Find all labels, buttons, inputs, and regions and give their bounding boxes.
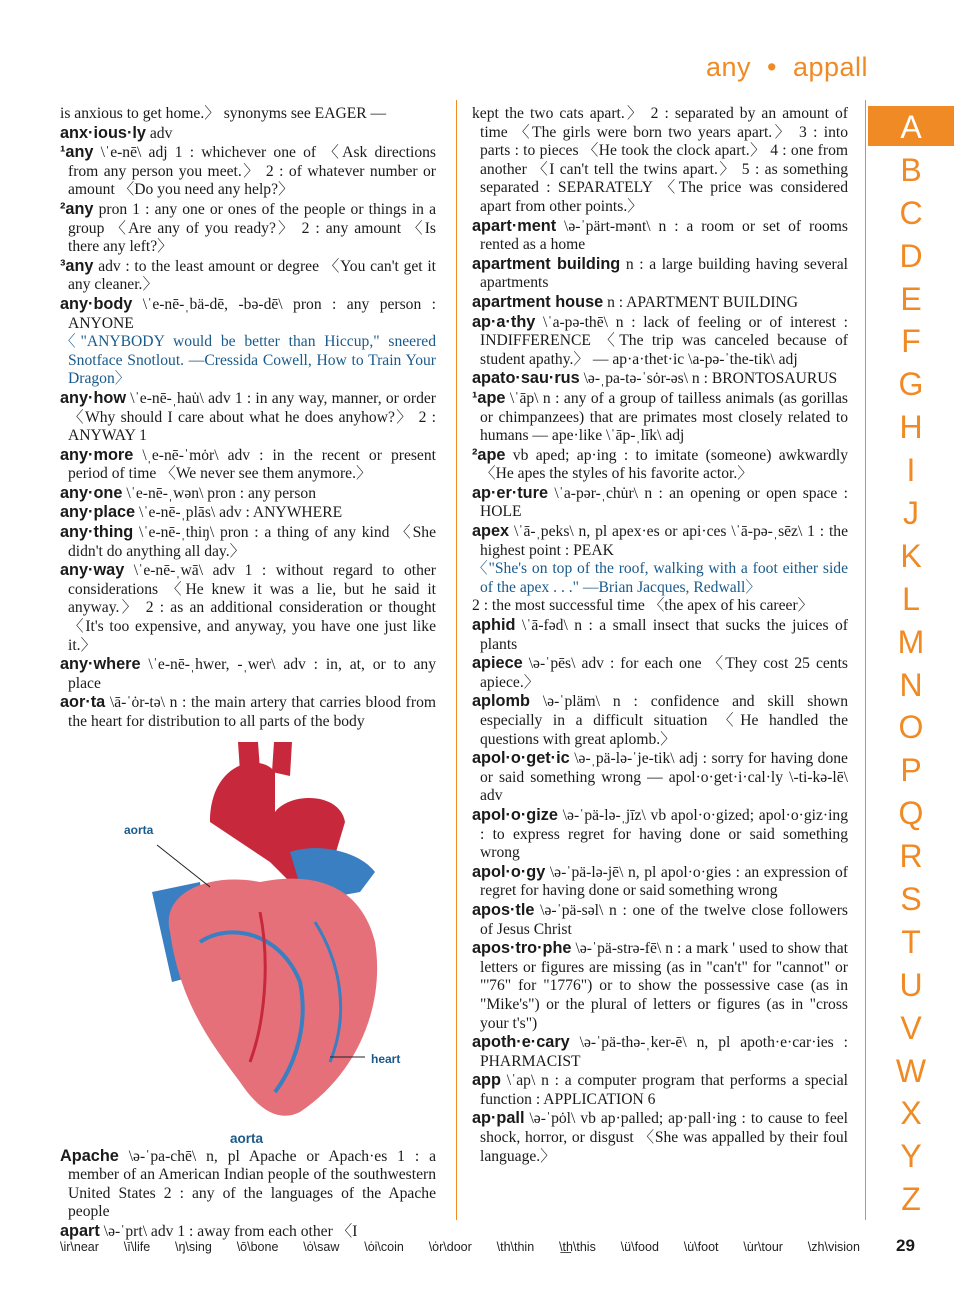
entry-headword: any·place <box>60 503 136 522</box>
dictionary-entry <box>60 1222 436 1242</box>
entry-quotation: 〈"She's on top of the roof, walking with a foot either side of the apex . . ." —Brian Jacques, Redwall〉 <box>472 560 848 596</box>
entry-headword: apartment building <box>472 254 621 273</box>
entry-headword: apol·o·gize <box>472 805 558 824</box>
entry-headword: apato·sau·rus <box>472 369 580 388</box>
thumb-letter-v: V <box>900 1009 922 1046</box>
entry-definition: pron 1 : any one or ones of the people or things in a group 〈Are any of you ready?〉 2 : any amount 〈Is there any left?〉 <box>68 200 436 256</box>
thumb-letter-l: L <box>902 580 920 617</box>
thumb-letter-b: B <box>900 151 922 188</box>
dictionary-entry <box>472 313 848 370</box>
thumb-letter-x: X <box>900 1095 922 1132</box>
dictionary-entry <box>472 901 848 939</box>
entry-definition: adv : to the least amount or degree 〈You can't get it any cleaner.〉 <box>68 257 436 294</box>
entry-definition: \ˈe-nē\ adj 1 : whichever one of 〈Ask directions from any person you meet.〉 2 : of whatever number or amount 〈Do you need any help?〉 <box>68 144 436 199</box>
entry-definition: \ˈap\ n : a computer program that performs a special function : APPLICATION 6 <box>480 1072 848 1108</box>
guide-bullet: • <box>766 52 777 82</box>
entry-definition: \ə-ˈpä-lə-ˌjīz\ vb apol·o·gized; apol·o·giz·ing : to express regret for having done or said something wrong <box>480 806 848 862</box>
entry-headword: ¹any <box>60 143 94 162</box>
guide-word-last: appall <box>792 52 868 82</box>
entry-headword: ap·pall <box>472 1109 525 1128</box>
dictionary-entry <box>60 523 436 561</box>
thumb-letter-h: H <box>899 409 923 446</box>
dictionary-entry <box>60 257 436 295</box>
dictionary-entry <box>472 446 848 484</box>
dictionary-entry <box>472 255 848 293</box>
entry-headword: aphid <box>472 616 516 635</box>
pronunciation-key <box>60 1240 860 1254</box>
entry-definition: \ə-ˌpa-tə-ˈsȯr-əs\ n : BRONTOSAURUS <box>583 370 838 388</box>
pronunciation-key-item: \th\thin <box>496 1240 535 1254</box>
entry-quotation: 〈"ANYBODY would be better than Hiccup," sneered Snotface Snotlout. —Cressida Cowell, How to Train Your Dragon〉 <box>60 333 436 388</box>
dictionary-entry <box>472 597 848 616</box>
figure-caption: aorta <box>230 1130 264 1146</box>
dictionary-entry <box>60 143 436 200</box>
entry-definition: \ə-ˈpa-chē\ n, pl Apache or Apach·es 1 : a member of an American Indian people of the southwestern United States 2 : any of the languages of the Apache people <box>68 1147 436 1221</box>
heart-label: heart <box>371 1051 401 1066</box>
pronunciation-key-item: \ȯi\coin <box>364 1240 404 1254</box>
thumb-letter-m: M <box>897 623 925 660</box>
aorta-leader-line <box>157 845 210 887</box>
right-column <box>472 105 848 1166</box>
entry-headword: ²ape <box>472 445 506 464</box>
entry-definition: \ə-ˈpä-thə-ˌker-ē\ n, pl apoth·e·car·ies : PHARMACIST <box>480 1034 848 1070</box>
thumb-letter-g: G <box>898 366 924 403</box>
dictionary-entry <box>472 1033 848 1071</box>
thumb-letter-e: E <box>900 280 922 317</box>
dictionary-entry <box>472 749 848 806</box>
dictionary-entry <box>472 939 848 1033</box>
dictionary-entry <box>60 200 436 257</box>
thumb-letter-k: K <box>900 537 922 574</box>
entry-definition: \ˈa-pər-ˌchu̇r\ n : an opening or open space : HOLE <box>480 484 849 521</box>
entry-headword: ³any <box>60 256 94 275</box>
thumb-letter-u: U <box>899 966 923 1003</box>
pronunciation-key-item: \ȯr\door <box>428 1240 472 1254</box>
dictionary-entry <box>472 616 848 654</box>
entry-definition: \ˈe-nē-ˌbä-dē, -bə-dē\ pron : any person : ANYONE <box>68 295 437 332</box>
entry-headword: apart·ment <box>472 216 557 235</box>
entry-definition: \ˈa-pə-thē\ n : lack of feeling or of interest : INDIFFERENCE 〈The trip was canceled because of student apathy.〉 — ap·a·thet·ic \a-pə-ˈthe-tik\ adj <box>480 313 848 368</box>
dictionary-entry <box>472 217 848 255</box>
dictionary-entry <box>60 333 436 389</box>
entry-headword: apartment house <box>472 292 604 311</box>
thumb-letter-r: R <box>899 838 923 875</box>
entry-definition: n : APARTMENT BUILDING <box>607 293 799 311</box>
right-entry-list <box>472 105 848 1166</box>
entry-definition: kept the two cats apart.〉 2 : separated by an amount of time 〈The girls were born two years apart.〉 3 : into parts : to pieces 〈He took the clock apart.〉 4 : one from another 〈I can't tell the twins apart.〉 5 : as something separated : SEPARATELY 〈The price was considered apart from other points.〉 <box>472 105 848 215</box>
entry-headword: apos·tro·phe <box>472 939 572 958</box>
entry-headword: ap·a·thy <box>472 312 536 331</box>
entry-definition: \ə-ˈpēs\ adv : for each one 〈They cost 25 cents apiece.〉 <box>480 655 848 691</box>
entry-definition: \ā-ˈȯr-tə\ n : the main artery that carries blood from the heart for distribution to all parts of the body <box>68 694 436 730</box>
entry-definition: \ˈe-nē-ˌthiŋ\ pron : a thing of any kind 〈She didn't do anything all day.〉 <box>68 524 436 560</box>
thumb-letter-t: T <box>901 923 921 960</box>
entry-headword: ²any <box>60 199 94 218</box>
pronunciation-key-item: \ō\bone <box>236 1240 279 1254</box>
entry-definition: \ˈe-nē-ˌwā\ adv 1 : without regard to other considerations 〈He knew it was a lie, but he said it anyway.〉 2 : as an additional consideration or thought 〈It's too expensive, and anyway, you have one just like it.〉 <box>68 562 436 654</box>
entry-headword: any·how <box>60 388 127 407</box>
dictionary-entry <box>60 1147 436 1222</box>
entry-definition: \ˈe-nē-ˌhau̇\ adv 1 : in any way, manner, or order 〈Why should I care about what he does anyhow?〉 2 : ANYWAY 1 <box>68 389 436 445</box>
entry-headword: anx·ious·ly <box>60 123 146 142</box>
dictionary-entry <box>472 369 848 389</box>
dictionary-entry <box>472 389 848 446</box>
entry-headword: Apache <box>60 1146 119 1165</box>
entry-headword: any·one <box>60 483 123 502</box>
left-entry-list <box>60 105 436 732</box>
dictionary-entry <box>60 105 436 124</box>
dictionary-entry <box>472 293 848 313</box>
dictionary-entry <box>472 1109 848 1166</box>
entry-headword: apol·o·get·ic <box>472 749 570 768</box>
pronunciation-key-item: \ir\near <box>60 1240 99 1254</box>
guide-word-first: any <box>705 52 751 82</box>
thumb-letter-q: Q <box>898 795 924 832</box>
entry-definition: \ə-ˈpläm\ n : confidence and skill shown especially in a difficult situation 〈He handled the questions with great aplomb.〉 <box>480 693 848 748</box>
thumb-letter-a: A <box>900 109 922 145</box>
pronunciation-key-item: \u̇\foot <box>683 1240 719 1254</box>
entry-headword: apart <box>60 1221 100 1240</box>
entry-definition: vb aped; ap·ing : to imitate (someone) awkwardly 〈He apes the styles of his favorite actor.〉 <box>480 446 848 483</box>
thumb-letter-n: N <box>899 666 923 703</box>
entry-headword: any·body <box>60 294 133 313</box>
dictionary-entry <box>472 692 848 749</box>
entry-headword: app <box>472 1071 501 1090</box>
thumb-letter-o: O <box>898 709 924 746</box>
thumb-letter-y: Y <box>900 1138 922 1175</box>
thumb-index <box>868 106 954 1221</box>
entry-definition: \ˈe-nē-ˌwən\ pron : any person <box>126 484 316 502</box>
entry-definition: \ə-ˈpȯl\ vb ap·palled; ap·pall·ing : to cause to feel shock, horror, or disgust 〈She was appalled by their foul language.〉 <box>480 1110 848 1165</box>
thumb-letter-j: J <box>903 495 919 532</box>
pronunciation-key-item: \zh\vision <box>807 1240 860 1254</box>
dictionary-entry <box>60 655 436 693</box>
entry-headword: apos·tle <box>472 900 535 919</box>
entry-definition: \ˈā-ˌpeks\ n, pl apex·es or api·ces \ˈā-pə-ˌsēz\ 1 : the highest point : PEAK <box>480 523 848 559</box>
pronunciation-key-item: \ȯ\saw <box>303 1240 340 1254</box>
dictionary-entry <box>472 560 848 597</box>
dictionary-entry <box>472 863 848 901</box>
entry-definition: \ˈe-nē-ˌplās\ adv : ANYWHERE <box>139 504 343 522</box>
pronunciation-key-item: \ī\life <box>123 1240 151 1254</box>
pronunciation-key-item: \ŋ\sing <box>175 1240 212 1254</box>
entry-headword: apol·o·gy <box>472 862 546 881</box>
dictionary-entry <box>60 561 436 655</box>
dictionary-entry <box>472 484 848 522</box>
thumb-index-divider <box>865 100 866 1220</box>
heart-illustration <box>60 742 436 1137</box>
thumb-letter-w: W <box>895 1052 927 1089</box>
entry-definition: \ə-ˈpärt-mənt\ n : a room or set of rooms rented as a home <box>480 217 848 254</box>
dictionary-entry <box>60 484 436 504</box>
entry-definition: is anxious to get home.〉 synonyms see EAGER — <box>60 105 387 122</box>
entry-definition: adv <box>149 124 173 142</box>
entry-headword: aplomb <box>472 692 530 711</box>
dictionary-entry <box>60 446 436 484</box>
entry-headword: apiece <box>472 654 523 673</box>
thumb-letter-i: I <box>906 452 916 489</box>
column-divider <box>456 100 457 1220</box>
heart-figure <box>60 742 436 1146</box>
entry-definition: \ə-ˈpä-səl\ n : one of the twelve close followers of Jesus Christ <box>480 901 848 938</box>
thumb-letter-p: P <box>900 752 922 789</box>
thumb-letter-f: F <box>901 323 921 360</box>
pronunciation-key-item: \t͟h\this <box>559 1240 596 1254</box>
left-entry-list-after <box>60 1147 436 1242</box>
dictionary-entry <box>60 389 436 446</box>
entry-headword: aor·ta <box>60 693 106 712</box>
thumb-letter-c: C <box>899 194 923 231</box>
left-column <box>60 105 436 1242</box>
entry-headword: any·thing <box>60 523 134 542</box>
dictionary-entry <box>60 693 436 731</box>
thumb-letter-d: D <box>899 237 923 274</box>
thumb-letter-z: Z <box>901 1181 921 1218</box>
aorta-label: aorta <box>124 822 154 837</box>
entry-headword: ap·er·ture <box>472 483 548 502</box>
pronunciation-key-item: \u̇r\tour <box>743 1240 783 1254</box>
running-head <box>706 52 868 83</box>
entry-definition: \ə-ˈprt\ adv 1 : away from each other 〈I <box>103 1222 358 1240</box>
entry-headword: apoth·e·cary <box>472 1033 570 1052</box>
entry-definition: \ə-ˈpä-strə-fē\ n : a mark ' used to show that letters or figures are missing (as in "can't" for "cannot" or "'76" for "1776") or to show the possessive case (as in "Mike's") or the plural of letters or figures (as in "cross your t's") <box>480 940 848 1032</box>
entry-definition: \ˈāp\ n : any of a group of tailless animals (as gorillas or chimpanzees) that are primates most closely related to humans — ape·like \ˈāp-ˌlīk\ adj <box>480 389 848 445</box>
entry-definition: \ˌe-nē-ˈmȯr\ adv : in the recent or present period of time 〈We never see them anymore.〉 <box>68 446 436 483</box>
dictionary-entry <box>472 105 848 217</box>
entry-definition: \ˈā-fəd\ n : a small insect that sucks the juices of plants <box>480 617 848 653</box>
dictionary-entry <box>472 806 848 863</box>
dictionary-entry <box>60 124 436 144</box>
dictionary-entry <box>472 1071 848 1109</box>
entry-headword: any·where <box>60 655 141 674</box>
entry-headword: ¹ape <box>472 388 506 407</box>
entry-definition: 2 : the most successful time 〈the apex of his career〉 <box>472 597 814 615</box>
page-number: 29 <box>896 1236 915 1255</box>
entry-definition: n : a large building having several apartments <box>480 255 849 292</box>
entry-definition: \ə-ˌpä-lə-ˈje-tik\ adj : sorry for having done or said something wrong — apol·o·get·i·cal·ly \-ti-kə-lē\ adv <box>480 750 848 805</box>
thumb-letter-s: S <box>900 881 922 918</box>
entry-headword: apex <box>472 522 510 541</box>
entry-definition: \ˈe-nē-ˌhwer, -ˌwer\ adv : in, at, or to any place <box>68 656 436 692</box>
pronunciation-key-item: \ü\food <box>620 1240 659 1254</box>
entry-definition: \ə-ˈpä-lə-jē\ n, pl apol·o·gies : an expression of regret for having done or said something wrong <box>480 863 848 900</box>
dictionary-entry <box>60 503 436 523</box>
entry-headword: any·way <box>60 561 125 580</box>
dictionary-entry <box>60 295 436 333</box>
dictionary-entry <box>472 522 848 560</box>
entry-headword: any·more <box>60 445 134 464</box>
dictionary-entry <box>472 654 848 692</box>
heart-body-shape <box>169 878 377 1115</box>
